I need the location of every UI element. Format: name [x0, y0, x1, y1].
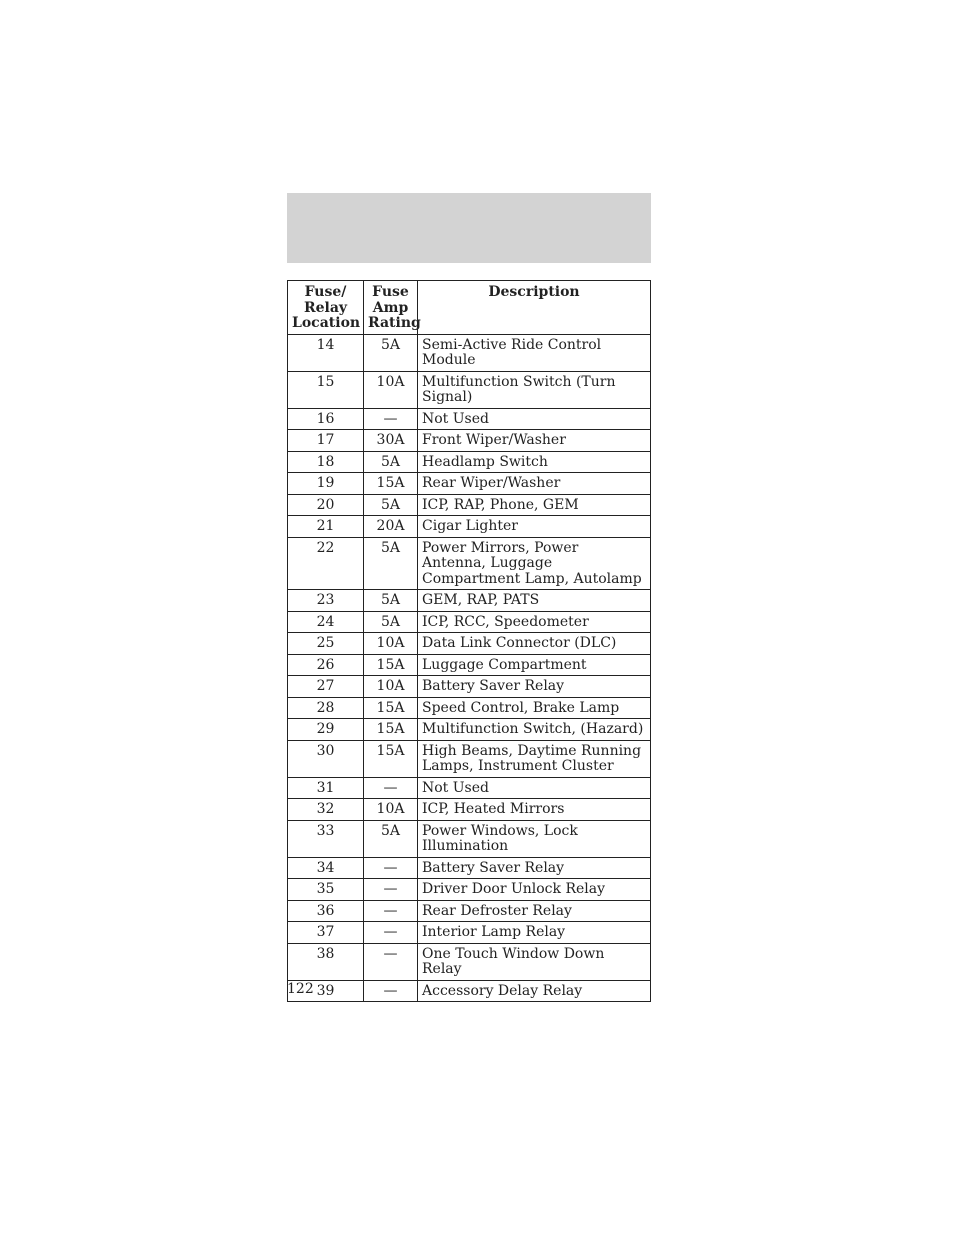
cell-description: Headlamp Switch: [418, 451, 651, 473]
cell-location: 17: [288, 430, 364, 452]
header-band: [287, 193, 651, 263]
cell-rating: 10A: [364, 371, 418, 408]
cell-location: 31: [288, 777, 364, 799]
table-row: [288, 820, 651, 857]
cell-location: 20: [288, 494, 364, 516]
cell-description: ICP, Heated Mirrors: [418, 799, 651, 821]
cell-location: 39: [288, 980, 364, 1002]
cell-description: High Beams, Daytime Running Lamps, Instrument Cluster: [418, 740, 651, 777]
cell-rating: 15A: [364, 473, 418, 495]
cell-location: 38: [288, 943, 364, 980]
header-description: Description: [418, 281, 651, 335]
cell-location: 29: [288, 719, 364, 741]
table-header-row: [288, 281, 651, 335]
cell-location: 35: [288, 879, 364, 901]
table-row: [288, 537, 651, 590]
cell-description: Driver Door Unlock Relay: [418, 879, 651, 901]
cell-description: Rear Defroster Relay: [418, 900, 651, 922]
cell-location: 30: [288, 740, 364, 777]
cell-rating: 10A: [364, 633, 418, 655]
cell-rating: 15A: [364, 697, 418, 719]
cell-description: ICP, RCC, Speedometer: [418, 611, 651, 633]
cell-rating: 10A: [364, 676, 418, 698]
cell-location: 26: [288, 654, 364, 676]
cell-description: Accessory Delay Relay: [418, 980, 651, 1002]
page-number: 122: [287, 981, 314, 997]
cell-rating: 5A: [364, 451, 418, 473]
cell-location: 34: [288, 857, 364, 879]
table-row: [288, 516, 651, 538]
cell-location: 37: [288, 922, 364, 944]
cell-location: 22: [288, 537, 364, 590]
cell-rating: 5A: [364, 611, 418, 633]
cell-rating: —: [364, 408, 418, 430]
cell-description: Not Used: [418, 777, 651, 799]
cell-description: Power Windows, Lock Illumination: [418, 820, 651, 857]
table-row: [288, 922, 651, 944]
table-row: [288, 371, 651, 408]
cell-location: 18: [288, 451, 364, 473]
table-row: [288, 857, 651, 879]
fuse-relay-table: [287, 280, 651, 1002]
cell-rating: —: [364, 943, 418, 980]
cell-rating: —: [364, 777, 418, 799]
cell-rating: 5A: [364, 537, 418, 590]
table-row: [288, 590, 651, 612]
cell-location: 32: [288, 799, 364, 821]
cell-location: 15: [288, 371, 364, 408]
cell-rating: 30A: [364, 430, 418, 452]
cell-rating: 5A: [364, 820, 418, 857]
cell-description: Battery Saver Relay: [418, 676, 651, 698]
table-row: [288, 740, 651, 777]
cell-description: Multifunction Switch, (Hazard): [418, 719, 651, 741]
cell-rating: —: [364, 857, 418, 879]
cell-rating: —: [364, 900, 418, 922]
table-row: [288, 777, 651, 799]
cell-rating: —: [364, 879, 418, 901]
cell-rating: 15A: [364, 719, 418, 741]
cell-description: Not Used: [418, 408, 651, 430]
cell-rating: 20A: [364, 516, 418, 538]
cell-location: 27: [288, 676, 364, 698]
table-row: [288, 334, 651, 371]
cell-location: 23: [288, 590, 364, 612]
cell-location: 21: [288, 516, 364, 538]
cell-rating: —: [364, 980, 418, 1002]
table-row: [288, 494, 651, 516]
cell-location: 16: [288, 408, 364, 430]
cell-description: One Touch Window Down Relay: [418, 943, 651, 980]
cell-description: Semi-Active Ride Control Module: [418, 334, 651, 371]
cell-description: Interior Lamp Relay: [418, 922, 651, 944]
table-row: [288, 654, 651, 676]
header-location: Fuse/ Relay Location: [288, 281, 364, 335]
table-row: [288, 900, 651, 922]
cell-location: 33: [288, 820, 364, 857]
cell-description: Battery Saver Relay: [418, 857, 651, 879]
table-row: [288, 633, 651, 655]
cell-rating: 15A: [364, 654, 418, 676]
cell-description: ICP, RAP, Phone, GEM: [418, 494, 651, 516]
table-row: [288, 430, 651, 452]
header-amp-rating: Fuse Amp Rating: [364, 281, 418, 335]
cell-description: Cigar Lighter: [418, 516, 651, 538]
cell-rating: —: [364, 922, 418, 944]
cell-rating: 5A: [364, 590, 418, 612]
table-row: [288, 980, 651, 1002]
cell-location: 36: [288, 900, 364, 922]
table-row: [288, 799, 651, 821]
cell-rating: 5A: [364, 494, 418, 516]
cell-rating: 5A: [364, 334, 418, 371]
cell-description: Power Mirrors, Power Antenna, Luggage Compartment Lamp, Autolamp: [418, 537, 651, 590]
cell-description: Speed Control, Brake Lamp: [418, 697, 651, 719]
table-body: [288, 334, 651, 1002]
table-row: [288, 943, 651, 980]
table-row: [288, 611, 651, 633]
cell-location: 24: [288, 611, 364, 633]
cell-location: 19: [288, 473, 364, 495]
cell-rating: 10A: [364, 799, 418, 821]
cell-rating: 15A: [364, 740, 418, 777]
cell-location: 28: [288, 697, 364, 719]
table-row: [288, 697, 651, 719]
cell-location: 25: [288, 633, 364, 655]
table-row: [288, 473, 651, 495]
cell-description: GEM, RAP, PATS: [418, 590, 651, 612]
cell-description: Multifunction Switch (Turn Signal): [418, 371, 651, 408]
cell-description: Rear Wiper/Washer: [418, 473, 651, 495]
table-row: [288, 719, 651, 741]
cell-description: Front Wiper/Washer: [418, 430, 651, 452]
table-row: [288, 408, 651, 430]
cell-description: Data Link Connector (DLC): [418, 633, 651, 655]
table-row: [288, 451, 651, 473]
cell-description: Luggage Compartment: [418, 654, 651, 676]
table-row: [288, 879, 651, 901]
cell-location: 14: [288, 334, 364, 371]
table-row: [288, 676, 651, 698]
